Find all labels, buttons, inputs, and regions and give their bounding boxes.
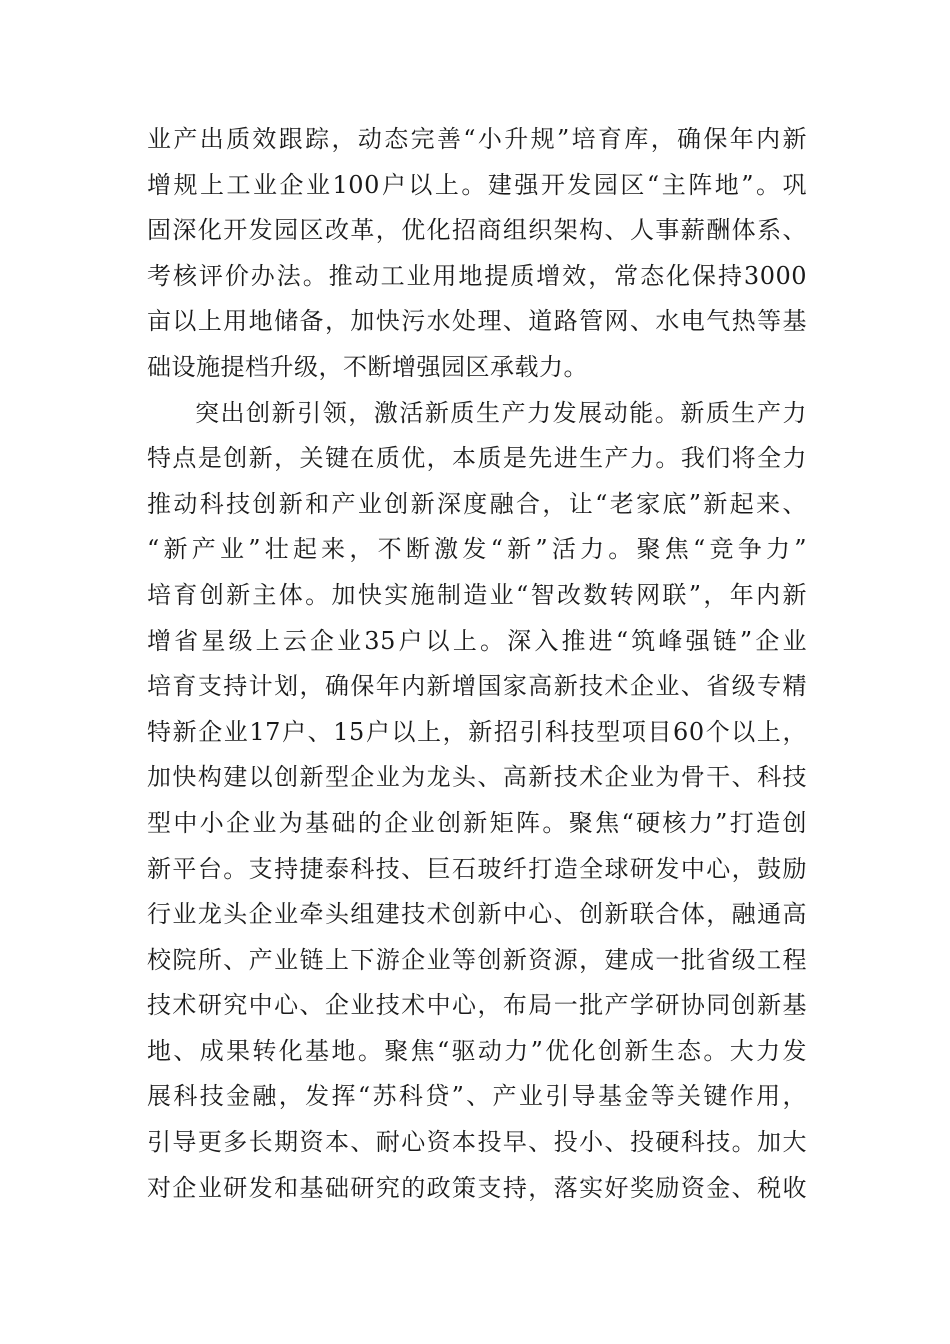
text-line: 行业龙头企业牵头组建技术创新中心、创新联合体，融通高	[147, 900, 807, 929]
text-line: 技术研究中心、企业技术中心，布局一批产学研协同创新基	[147, 991, 807, 1020]
text-line: 特点是创新，关键在质优，本质是先进生产力。我们将全力	[147, 444, 807, 473]
text-line: 特新企业17户、15户以上，新招引科技型项目60个以上，	[147, 717, 807, 746]
text-line: 培育创新主体。加快实施制造业“智改数转网联”，年内新	[147, 580, 807, 609]
text-line: “新产业”壮起来，不断激发“新”活力。聚焦“竞争力”	[147, 535, 807, 564]
text-line: 业产出质效跟踪，动态完善“小升规”培育库，确保年内新	[147, 125, 807, 153]
text-line: 地、成果转化基地。聚焦“驱动力”优化创新生态。大力发	[147, 1036, 807, 1065]
text-line: 固深化开发园区改革，优化招商组织架构、人事薪酬体系、	[147, 216, 807, 245]
text-line: 考核评价办法。推动工业用地提质增效，常态化保持3000	[147, 261, 807, 290]
text-line: 引导更多长期资本、耐心资本投早、投小、投硬科技。加大	[147, 1128, 807, 1157]
text-line: 增规上工业企业100户以上。建强开发园区“主阵地”。巩	[147, 170, 807, 199]
text-line: 新平台。支持捷泰科技、巨石玻纤打造全球研发中心，鼓励	[147, 854, 807, 883]
paragraph-1	[147, 117, 807, 391]
text-line: 对企业研发和基础研究的政策支持，落实好奖励资金、税收	[147, 1173, 807, 1202]
paragraph-2	[147, 391, 807, 1212]
text-line: 型中小企业为基础的企业创新矩阵。聚焦“硬核力”打造创	[147, 808, 807, 837]
text-line: 展科技金融，发挥“苏科贷”、产业引导基金等关键作用，	[147, 1082, 807, 1111]
text-line: 础设施提档升级，不断增强园区承载力。	[147, 352, 588, 381]
text-line: 推动科技创新和产业创新深度融合，让“老家底”新起来、	[147, 489, 807, 518]
text-line: 培育支持计划，确保年内新增国家高新技术企业、省级专精	[147, 672, 807, 701]
text-line: 加快构建以创新型企业为龙头、高新技术企业为骨干、科技	[147, 763, 807, 792]
text-line: 校院所、产业链上下游企业等创新资源，建成一批省级工程	[147, 945, 807, 974]
text-line: 突出创新引领，激活新质生产力发展动能。新质生产力	[195, 398, 807, 427]
body-text	[147, 117, 807, 1211]
text-line: 增省星级上云企业35户以上。深入推进“筑峰强链”企业	[147, 626, 807, 655]
text-line: 亩以上用地储备，加快污水处理、道路管网、水电气热等基	[147, 307, 807, 336]
